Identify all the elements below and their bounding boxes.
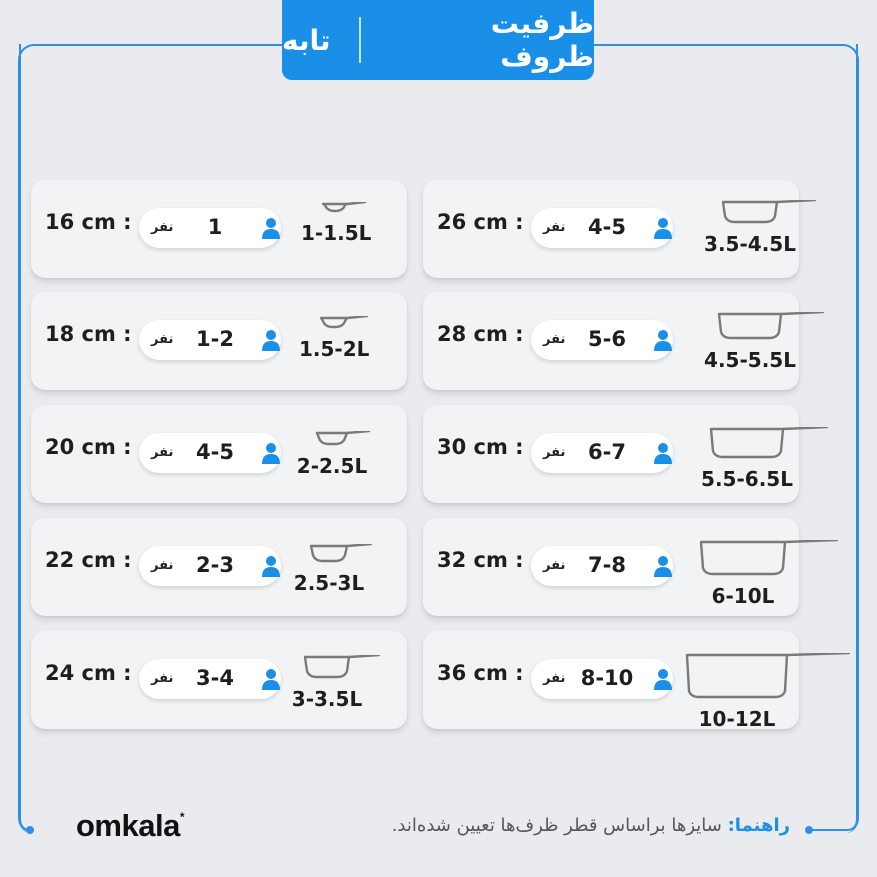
pan-diameter: 16 cm :: [45, 210, 132, 234]
pan-icon: [685, 653, 853, 701]
user-icon: [651, 667, 675, 691]
people-count: 7-8: [588, 553, 626, 577]
brand-logo: [76, 808, 184, 844]
pan-icon: [717, 312, 827, 342]
capacity-card: [423, 180, 799, 278]
pan-icon: [303, 655, 383, 681]
serving-pill: [531, 320, 673, 360]
pan-diameter: 32 cm :: [437, 548, 524, 572]
capacity-card: [423, 518, 799, 616]
capacity-card: [423, 405, 799, 503]
capacity-label: 3.5-4.5L: [704, 232, 796, 256]
pan-diameter: 26 cm :: [437, 210, 524, 234]
people-unit: نفر: [543, 671, 566, 686]
pan-icon: [319, 316, 371, 331]
people-count: 1-2: [196, 327, 234, 351]
people-unit: نفر: [151, 671, 174, 686]
people-count: 6-7: [588, 440, 626, 464]
serving-pill: [139, 546, 281, 586]
pan-icon: [321, 202, 369, 215]
capacity-label: 6-10L: [711, 584, 775, 608]
serving-pill: [531, 659, 673, 699]
people-count: 3-4: [196, 666, 234, 690]
header-title-main: ظرفیت ظروف: [490, 7, 594, 73]
serving-pill: [139, 659, 281, 699]
pan-icon: [315, 431, 373, 448]
footer-note: [310, 815, 790, 836]
serving-pill: [531, 208, 673, 248]
people-unit: نفر: [543, 445, 566, 460]
pan-icon: [309, 544, 375, 565]
people-unit: نفر: [151, 220, 174, 235]
user-icon: [651, 216, 675, 240]
pan-icon: [721, 200, 819, 226]
footer-note-text: سایزها براساس قطر ظرف‌ها تعیین شده‌اند.: [391, 815, 728, 836]
pan-icon: [709, 427, 831, 461]
footer-note-label: راهنما:: [727, 815, 790, 836]
user-icon: [651, 554, 675, 578]
capacity-label: 2-2.5L: [296, 454, 368, 478]
user-icon: [259, 216, 283, 240]
user-icon: [259, 667, 283, 691]
capacity-card: [31, 631, 407, 729]
pan-diameter: 20 cm :: [45, 435, 132, 459]
capacity-card: [31, 292, 407, 390]
people-count: 2-3: [196, 553, 234, 577]
capacity-label: 1.5-2L: [299, 337, 370, 361]
serving-pill: [531, 433, 673, 473]
capacity-label: 1-1.5L: [301, 221, 372, 245]
people-unit: نفر: [543, 220, 566, 235]
page-header: [282, 0, 594, 80]
capacity-card: [31, 405, 407, 503]
serving-pill: [139, 433, 281, 473]
capacity-label: 5.5-6.5L: [701, 467, 793, 491]
pan-icon: [699, 540, 841, 578]
user-icon: [259, 554, 283, 578]
people-unit: نفر: [543, 558, 566, 573]
pan-diameter: 36 cm :: [437, 661, 524, 685]
people-count: 5-6: [588, 327, 626, 351]
people-unit: نفر: [151, 445, 174, 460]
user-icon: [651, 328, 675, 352]
people-count: 8-10: [580, 666, 634, 690]
capacity-label: 3-3.5L: [291, 687, 363, 711]
brand-mark: *: [179, 809, 185, 824]
capacity-card: [423, 631, 799, 729]
capacity-label: 2.5-3L: [293, 571, 365, 595]
serving-pill: [139, 320, 281, 360]
pan-diameter: 24 cm :: [45, 661, 132, 685]
header-title-sub: تابه: [282, 23, 331, 57]
pan-diameter: 22 cm :: [45, 548, 132, 572]
user-icon: [259, 328, 283, 352]
user-icon: [259, 441, 283, 465]
people-count: 4-5: [196, 440, 234, 464]
serving-pill: [139, 208, 281, 248]
pan-diameter: 18 cm :: [45, 322, 132, 346]
pan-diameter: 30 cm :: [437, 435, 524, 459]
header-divider: [359, 17, 361, 63]
people-count: 4-5: [588, 215, 626, 239]
brand-name: omkala: [76, 808, 180, 843]
serving-pill: [531, 546, 673, 586]
capacity-label: 10-12L: [698, 707, 776, 731]
people-unit: نفر: [543, 332, 566, 347]
people-unit: نفر: [151, 332, 174, 347]
user-icon: [651, 441, 675, 465]
pan-diameter: 28 cm :: [437, 322, 524, 346]
capacity-card: [31, 518, 407, 616]
capacity-card: [423, 292, 799, 390]
people-count: 1: [207, 215, 223, 239]
people-unit: نفر: [151, 558, 174, 573]
capacity-label: 4.5-5.5L: [704, 348, 796, 372]
capacity-card: [31, 180, 407, 278]
